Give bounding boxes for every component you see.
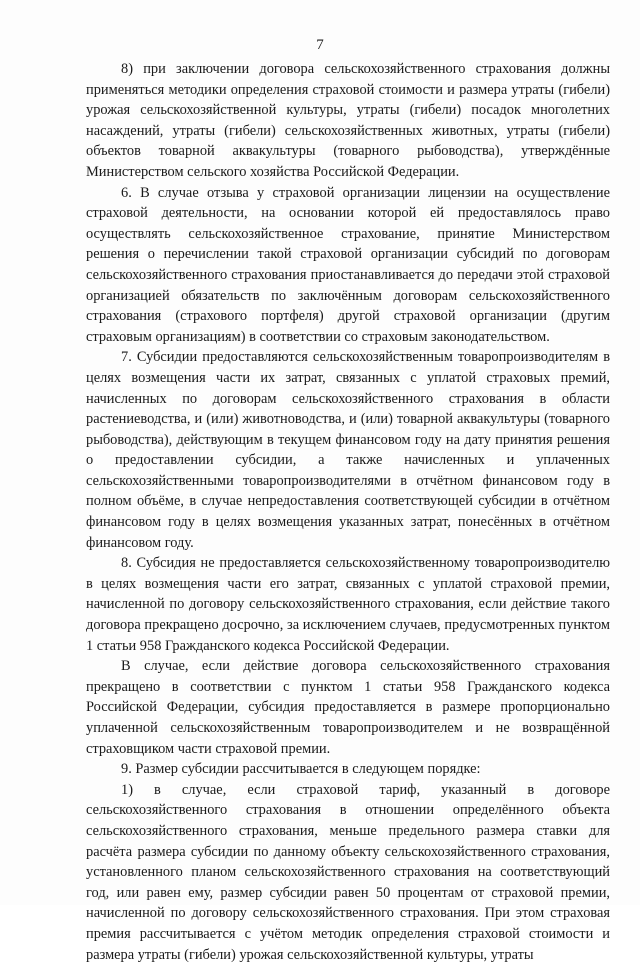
- paragraph-early-termination: В случае, если действие договора сельскохозяйственного страхования прекращено в соответствии с пунктом 1 статьи 958 Гражданского кодекса Российской Федерации, субсидия предоставляется в размере пропорционально уплаченной сельскохозяйственным товаропроизводителем и не возвращённой страховщиком части страховой премии.: [86, 658, 610, 757]
- paragraph-6-license-revocation: 6. В случае отзыва у страховой организации лицензии на осуществление страховой деятельности, на основании которой ей предоставлялось право осуществлять сельскохозяйственное страхование, принятие Министерством решения о перечислении такой страховой организации субсидий по договорам сельскохозяйственного страхования приостанавливается до передачи этой страховой организацией обязательств по заключённым договорам сельскохозяйственного страхования (страхового портфеля) другой страховой организации (другим страховым организациям) в соответствии со страховым законодательством.: [86, 184, 610, 345]
- paragraph-9-1-tariff-case: 1) в случае, если страховой тариф, указанный в договоре сельскохозяйственного страхования в отношении определённого объекта сельскохозяйственного страхования, меньше предельного размера ставки для расчёта размера субсидии по данному объекту сельскохозяйственного страхования, установленного планом сельскохозяйственного страхования на соответствующий год, или равен ему, размер субсидии равен 50 процентам от страховой премии, начисленной по договору сельскохозяйственного страхования. При этом страховая премия рассчитывается с учётом методик определения страховой стоимости и размера утраты (гибели) урожая сельскохозяйственной культуры, утраты: [86, 781, 610, 963]
- document-body: [86, 59, 610, 965]
- page-number: 7: [316, 37, 324, 53]
- paragraph-item-8-methodology: 8) при заключении договора сельскохозяйственного страхования должны применяться методики определения страховой стоимости и размера утраты (гибели) урожая сельскохозяйственной культуры, утраты (гибели) посадок многолетних насаждений, утраты (гибели) сельскохозяйственных животных, утраты (гибели) объектов товарной аквакультуры (товарного рыбоводства), утверждённые Министерством сельского хозяйства Российской Федерации.: [86, 61, 610, 180]
- paragraph-8-subsidy-exclusion: 8. Субсидия не предоставляется сельскохозяйственному товаропроизводителю в целях возмещения части его затрат, связанных с уплатой страховой премии, начисленной по договору сельскохозяйственного страхования, если действие такого договора прекращено досрочно, за исключением случаев, предусмотренных пунктом 1 статьи 958 Гражданского кодекса Российской Федерации.: [86, 555, 610, 654]
- paragraph-7-subsidy-provision: 7. Субсидии предоставляются сельскохозяйственным товаропроизводителям в целях возмещения части их затрат, связанных с уплатой страховых премий, начисленных по договорам сельскохозяйственного страхования в области растениеводства, и (или) животноводства, и (или) товарной аквакультуры (товарного рыбоводства), действующим в текущем финансовом году на дату принятия решения о предоставлении субсидии, а также начисленных и уплаченных сельскохозяйственными товаропроизводителями в отчётном финансовом году в полном объёме, в случае непредоставления соответствующей субсидии в отчётном финансовом году в целях возмещения указанных затрат, понесённых в отчётном финансовом году.: [86, 349, 610, 551]
- paragraph-9-calculation-order: 9. Размер субсидии рассчитывается в следующем порядке:: [121, 761, 481, 778]
